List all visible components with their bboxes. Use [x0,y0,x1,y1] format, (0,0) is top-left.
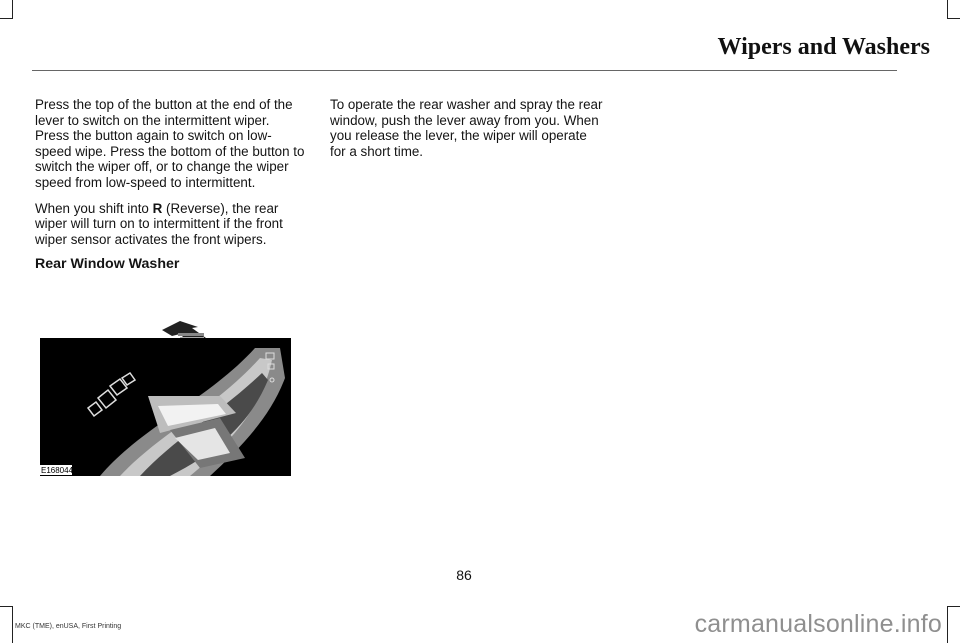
page-number: 86 [456,567,472,583]
watermark-text: carmanualsonline.info [694,610,942,638]
crop-mark [947,18,960,19]
figure-code: E168044 [41,466,74,475]
right-column [330,97,605,169]
reverse-text-before: When you shift into [35,200,153,216]
edition-footer: MKC (TME), enUSA, First Printing [15,623,122,630]
rear-washer-paragraph: To operate the rear washer and spray the rear window, push the lever away from you. When you release the lever, the wiper will operate for a short time. [330,97,603,159]
wiper-button-paragraph: Press the top of the button at the end of the lever to switch on the intermittent wiper. Press the button again to switch on low-speed wipe. Press the bottom of the button to switch the wiper off, or to change the wiper speed from low-speed to intermittent. [35,97,305,190]
section-heading: Rear Window Washer [35,256,180,273]
crop-mark [947,0,948,18]
wiper-lever-illustration [40,318,292,478]
reverse-paragraph [35,201,307,248]
crop-mark [0,18,13,19]
left-column [35,97,307,283]
header-rule [32,70,897,71]
reverse-text-after: (Reverse), the rear wiper will turn on to intermittent if the front wiper sensor activates the front wipers. [35,200,283,247]
crop-mark [12,606,13,643]
crop-mark [947,606,948,643]
crop-mark [947,606,960,607]
crop-mark [12,0,13,18]
page-title: Wipers and Washers [717,34,930,60]
reverse-gear-letter: R [152,200,163,216]
